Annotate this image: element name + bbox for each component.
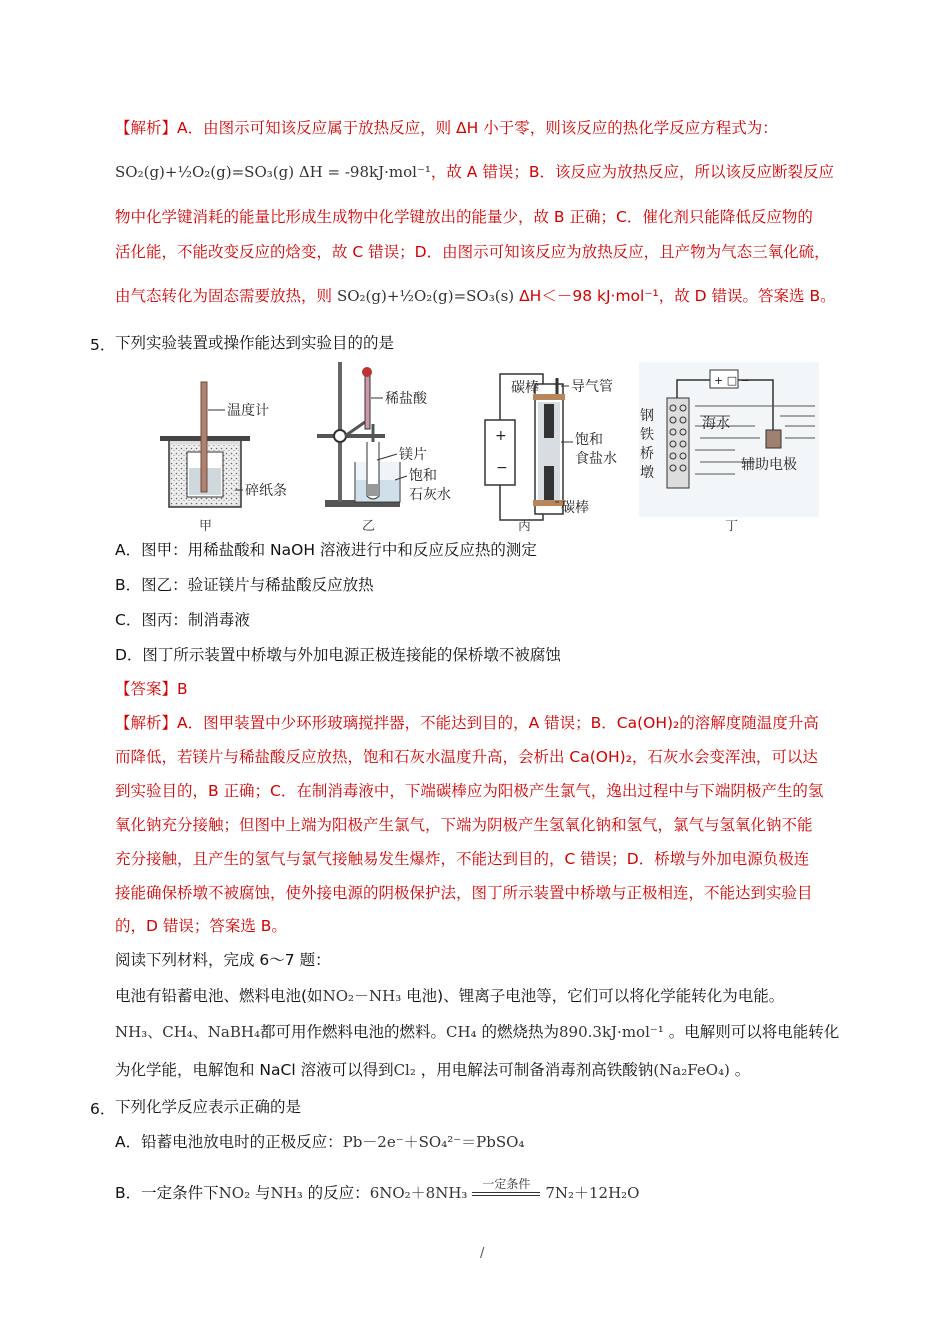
label-dilute-hcl: 稀盐酸 [385,391,427,407]
question-6-stem: 下列化学反应表示正确的是 [115,1098,302,1116]
answer-5: 【答案】B [115,680,188,698]
option-6a: A．铅蓄电池放电时的正极反应：Pb－2e⁻＋SO₄²⁻＝PbSO₄ [115,1133,525,1151]
reaction-condition: 一定条件 [482,1176,531,1191]
analysis5-line5: 充分接触，且产生的氢气与氯气接触易发生爆炸，不能达到目的，C 错误；D．桥墩与外加电源负极连 [115,850,810,868]
caption-ding: 丁 [725,519,739,534]
analysis5-line1: 【解析】A．图甲装置中少环形玻璃搅拌器，不能达到目的，A 错误；B．Ca(OH)₂的溶解度随温度升高 [115,714,819,732]
equation-6a: Pb－2e⁻＋SO₄²⁻＝PbSO₄ [342,1133,525,1151]
caption-jia: 甲 [199,519,213,534]
analysis4-line2: SO₂(g)+½O₂(g)=SO₃(g) ΔH = -98kJ·mol⁻¹，故 A 错误；B．该反应为放热反应，所以该反应断裂反应 [115,163,834,181]
formula-fuels: NH₃、CH₄、NaBH₄ [115,1023,260,1041]
caption-bing: 丙 [518,519,532,534]
figure-yi [317,362,451,534]
analysis5-line3: 到实验目的，B 正确；C．在制消毒液中，下端碳棒应为阳极产生氯气，逸出过程中与下端阴极产生的氢 [115,782,824,800]
page-mark: / [480,1246,485,1261]
equation-6b-right: 7N₂＋12H₂O [545,1184,640,1202]
label-seawater: 海水 [702,416,730,432]
analysis5-line2: 而降低，若镁片与稀盐酸反应放热，饱和石灰水温度升高，会析出 Ca(OH)₂，石灰水会变浑浊，可以达 [115,748,818,766]
label-pier-2: 铁 [640,427,654,443]
label-minus: − [496,460,508,476]
question-number-5: 5． [90,336,116,354]
analysis4-line3: 物中化学键消耗的能量比形成生成物中化学键放出的能量少，故 B 正确；C．催化剂只能降低反应物的 [115,208,813,226]
equation-6b-left: 6NO₂＋8NH₃ [369,1184,468,1202]
option-5d: D．图丁所示装置中桥墩与外加电源正极连接能的保桥墩不被腐蚀 [115,646,561,664]
label-limewater: 石灰水 [409,487,451,503]
formula-no2-nh3: NO₂－NH₃ [322,987,402,1005]
analysis-label: 【解析】 [115,714,178,732]
option-5a: A．图甲：用稀盐酸和 NaOH 溶液进行中和反应反应热的测定 [115,541,537,559]
option-6b: B．一定条件下NO₂ 与NH₃ 的反应：6NO₂＋8NH₃ 一定条件 7N₂＋12H₂O [115,1183,639,1203]
thermo-equation-2: SO₂(g)+½O₂(g)=SO₃(s) [336,287,515,305]
label-saturated: 饱和 [409,468,437,484]
combustion-heat: 890.3kJ·mol⁻¹ [559,1023,664,1041]
label-plus: + [495,428,507,444]
analysis5-line7: 的，D 错误；答案选 B。 [115,917,287,935]
label-thermometer: 温度计 [227,403,269,419]
material-p3: 为化学能，电解饱和 NaCl 溶液可以得到Cl₂ ，用电解法可制备消毒剂高铁酸钠(Na₂FeO₄) 。 [115,1061,751,1079]
question-number-6: 6． [90,1100,116,1118]
svg-text:+ □ −: + □ − [714,374,750,387]
figure-jia [160,382,287,534]
material-intro: 阅读下列材料，完成 6～7 题： [115,951,331,969]
analysis-label: 【解析】 [115,119,178,137]
material-p1: 电池有铅蓄电池、燃料电池(如NO₂－NH₃ 电池)、锂离子电池等，它们可以将化学能转化为电能。 [115,987,785,1005]
question-5-stem: 下列实验装置或操作能达到实验目的的是 [115,334,395,352]
label-saturated-brine-2: 食盐水 [575,451,617,467]
material-p2: NH₃、CH₄、NaBH₄都可用作燃料电池的燃料。CH₄ 的燃烧热为890.3kJ·mol⁻¹ 。电解则可以将电能转化 [115,1023,840,1041]
caption-yi: 乙 [362,519,376,534]
label-carbon-rod-top: 碳棒 [511,380,539,396]
label-saturated-brine-1: 饱和 [575,432,603,448]
label-pier-3: 桥 [640,446,654,462]
label-pier-4: 墩 [640,465,654,481]
analysis4-line1: 【解析】A．由图示可知该反应属于放热反应，则 ΔH 小于零，则该反应的热化学反应方程式为： [115,119,778,137]
label-mg-strip: 镁片 [399,447,427,463]
figure-ding [639,362,819,534]
reaction-condition-arrow [472,1176,540,1196]
label-paper-scraps: 碎纸条 [245,483,287,499]
experiment-figures [155,362,820,537]
label-aux-electrode: 辅助电极 [741,457,797,473]
label-carbon-rod-bottom: 碳棒 [561,500,589,516]
label-gas-tube: 导气管 [571,379,613,395]
thermo-equation-1: SO₂(g)+½O₂(g)=SO₃(g) ΔH = -98kJ·mol⁻¹ [115,163,431,181]
label-pier-1: 钢 [640,408,654,424]
formula-na2feo4: (Na₂FeO₄) [653,1061,730,1079]
option-5c: C．图丙：制消毒液 [115,611,250,629]
analysis4-line4: 活化能，不能改变反应的焓变，故 C 错误；D．由图示可知该反应为放热反应，且产物为气态三氧化硫， [115,243,830,261]
analysis4-line5: 由气态转化为固态需要放热，则 SO₂(g)+½O₂(g)=SO₃(s) ΔH＜－98 kJ·mol⁻¹，故 D 错误。答案选 B。 [115,287,836,305]
option-5b: B．图乙：验证镁片与稀盐酸反应放热 [115,576,374,594]
analysis5-line6: 接能确保桥墩不被腐蚀，使外接电源的阴极保护法，图丁所示装置中桥墩与正极相连，不能达到实验目 [115,884,813,902]
figure-bing [485,374,617,534]
analysis5-line4: 氧化钠充分接触；但图中上端为阳极产生氯气，下端为阴极产生氢氧化钠和氢气，氯气与氢氧化钠不能 [115,816,813,834]
